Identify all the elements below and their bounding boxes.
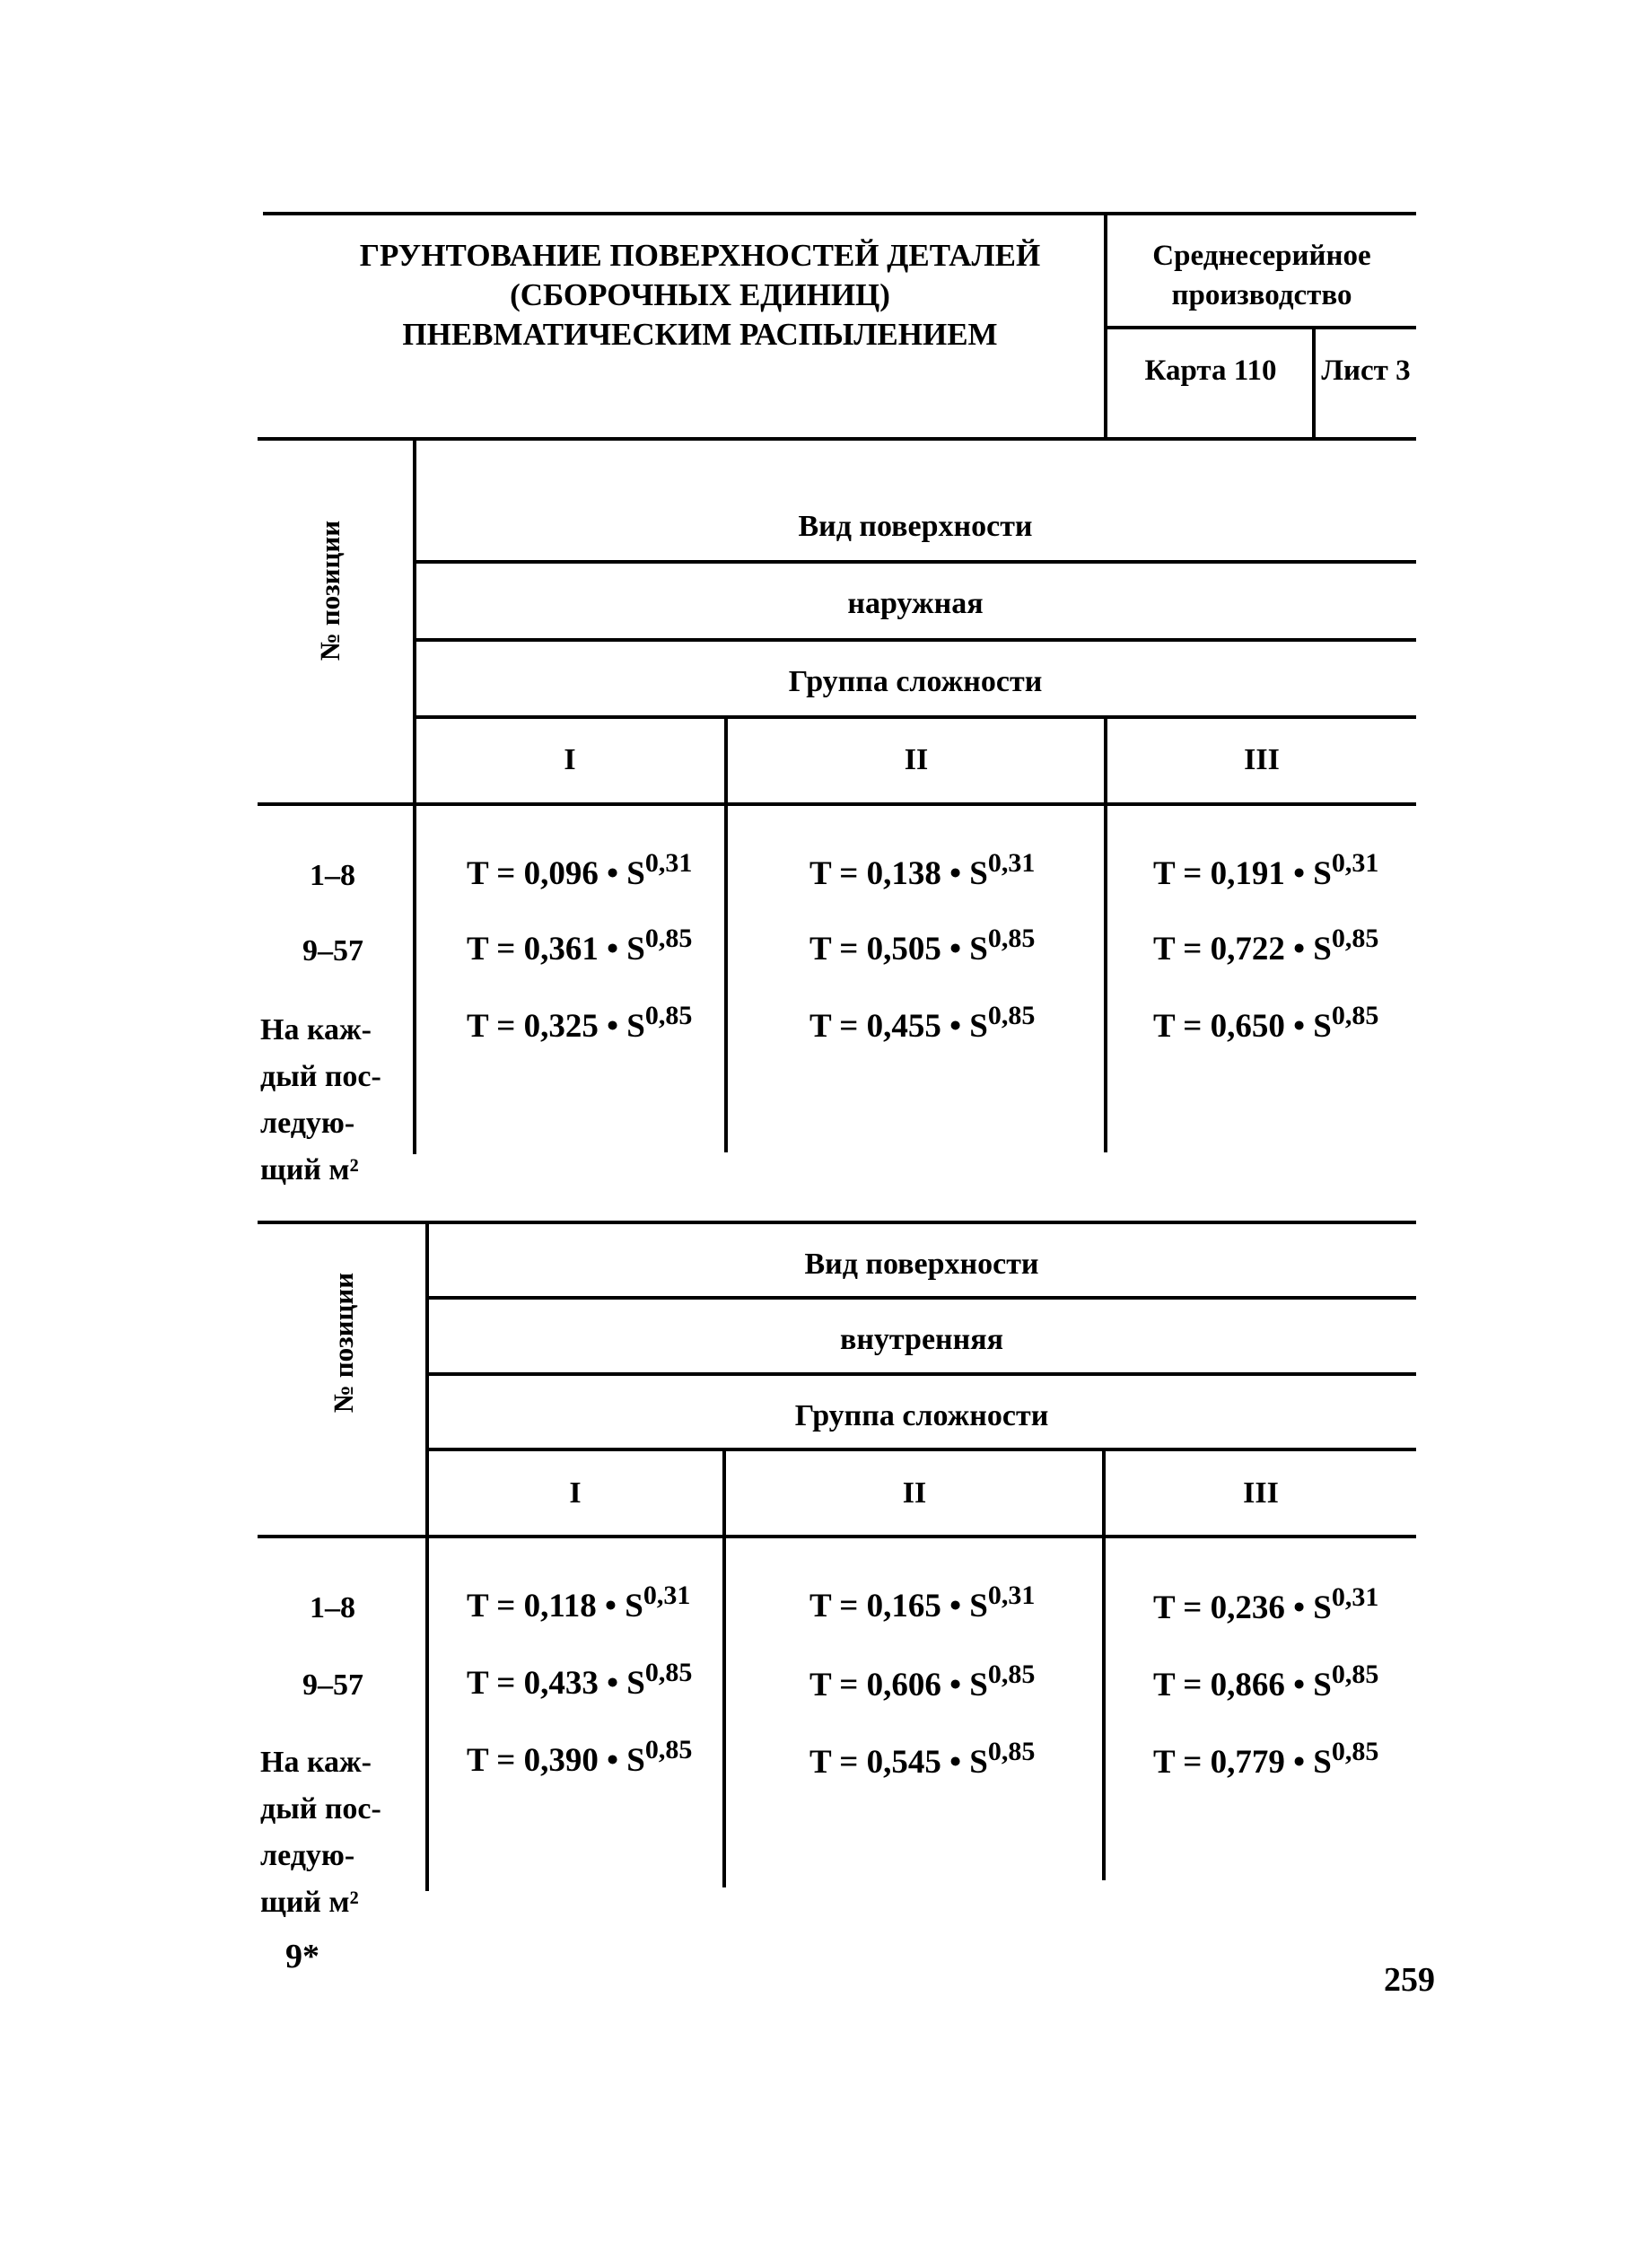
formula-exp: 0,31	[1331, 848, 1379, 878]
table2-col-divider-1	[722, 1449, 726, 1887]
formula-exp: 0,85	[644, 924, 693, 953]
production-type	[1107, 236, 1416, 315]
label-line: На каж-	[260, 1746, 372, 1779]
label-line: ледую-	[260, 1107, 355, 1140]
formula-exp: 0,85	[987, 1659, 1036, 1689]
formula-coef: T = 0,138 • S	[809, 855, 988, 892]
table1-formula-r2-c3	[1153, 924, 1379, 968]
production-line-1: Среднесерийное	[1152, 240, 1371, 272]
table1-formula-r3-c2	[809, 1001, 1036, 1046]
table2-formula-r1-c3	[1153, 1582, 1379, 1627]
table2-rule-4	[258, 1535, 1416, 1538]
table1-formula-r3-c1	[467, 1001, 693, 1046]
formula-exp: 0,85	[1331, 1659, 1379, 1689]
label-line: дый пос-	[260, 1792, 381, 1826]
formula-coef: T = 0,118 • S	[467, 1588, 643, 1624]
table2-row-label-3	[260, 1739, 381, 1926]
table1-rule-1	[415, 560, 1416, 564]
table2-group-header: Группа сложности	[794, 1399, 1049, 1432]
formula-coef: T = 0,325 • S	[467, 1008, 645, 1045]
formula-coef: T = 0,361 • S	[467, 931, 645, 968]
header-top-rule	[263, 212, 1416, 215]
formula-exp: 0,85	[644, 1735, 693, 1764]
table1-surface-header: Вид поверхности	[798, 510, 1033, 543]
formula-exp: 0,85	[987, 1001, 1036, 1030]
formula-coef: T = 0,390 • S	[467, 1742, 645, 1779]
table1-row-label-3	[260, 1007, 381, 1194]
formula-exp: 0,31	[644, 848, 693, 878]
table1-position-column-rule	[413, 439, 416, 1154]
page-number: 259	[1384, 1961, 1435, 1999]
formula-exp: 0,31	[643, 1581, 691, 1610]
formula-exp: 0,85	[987, 1737, 1036, 1766]
formula-exp: 0,31	[1331, 1582, 1379, 1612]
formula-exp: 0,85	[644, 1001, 693, 1030]
table2-formula-r3-c3	[1153, 1737, 1379, 1782]
formula-exp: 0,85	[1331, 1001, 1379, 1030]
table2-rule-1	[427, 1296, 1416, 1300]
table1-group-III: III	[1244, 743, 1280, 776]
header-bottom-rule	[258, 437, 1416, 441]
formula-coef: T = 0,606 • S	[809, 1667, 988, 1703]
formula-coef: T = 0,165 • S	[809, 1588, 988, 1624]
signature-mark: 9*	[285, 1938, 319, 1975]
table2-row-label-2: 9–57	[302, 1668, 363, 1702]
table1-formula-r1-c2	[809, 848, 1036, 893]
formula-coef: T = 0,722 • S	[1153, 931, 1332, 968]
table2-formula-r2-c3	[1153, 1659, 1379, 1704]
formula-coef: T = 0,096 • S	[467, 855, 645, 892]
formula-coef: T = 0,191 • S	[1153, 855, 1332, 892]
table2-group-III: III	[1243, 1476, 1279, 1510]
title-line-2: (СБОРОЧНЫХ ЕДИНИЦ)	[510, 277, 890, 312]
table2-rule-2	[427, 1372, 1416, 1376]
label-line: На каж-	[260, 1013, 372, 1046]
table1-col-divider-1	[724, 717, 728, 1152]
table1-formula-r1-c1	[467, 848, 693, 893]
table2-surface-header: Вид поверхности	[804, 1248, 1039, 1281]
formula-coef: T = 0,650 • S	[1153, 1008, 1332, 1045]
table1-position-header: № позиции	[314, 520, 346, 661]
table1-formula-r1-c3	[1153, 848, 1379, 893]
table1-group-header: Группа сложности	[788, 665, 1043, 698]
label-line: ледую-	[260, 1839, 355, 1872]
sheet-number: Лист 3	[1321, 355, 1411, 387]
table1-row-label-2: 9–57	[302, 934, 363, 968]
label-line: щий м²	[260, 1886, 359, 1919]
title-line-1: ГРУНТОВАНИЕ ПОВЕРХНОСТЕЙ ДЕТАЛЕЙ	[359, 238, 1041, 273]
table1-group-II: II	[904, 743, 929, 776]
formula-exp: 0,31	[987, 848, 1036, 878]
table1-surface-type: наружная	[847, 587, 984, 620]
formula-coef: T = 0,505 • S	[809, 931, 988, 968]
production-line-2: производство	[1171, 279, 1352, 311]
table1-formula-r2-c2	[809, 924, 1036, 968]
formula-exp: 0,85	[987, 924, 1036, 953]
table2-formula-r3-c1	[467, 1735, 693, 1780]
table2-group-I: I	[569, 1476, 582, 1510]
formula-coef: T = 0,236 • S	[1153, 1589, 1332, 1626]
table1-group-I: I	[564, 743, 576, 776]
table1-rule-3	[415, 715, 1416, 719]
label-line: щий м²	[260, 1153, 359, 1187]
label-line: дый пос-	[260, 1060, 381, 1093]
production-underline	[1106, 326, 1416, 329]
formula-coef: T = 0,455 • S	[809, 1008, 988, 1045]
table2-formula-r2-c2	[809, 1659, 1036, 1704]
formula-exp: 0,85	[1331, 924, 1379, 953]
formula-coef: T = 0,866 • S	[1153, 1667, 1332, 1703]
table1-col-divider-2	[1104, 717, 1107, 1152]
table2-col-divider-2	[1102, 1449, 1106, 1880]
table1-formula-r3-c3	[1153, 1001, 1379, 1046]
formula-coef: T = 0,545 • S	[809, 1744, 988, 1781]
formula-exp: 0,85	[644, 1658, 693, 1687]
table2-surface-type: внутренняя	[839, 1323, 1004, 1356]
table1-rule-2	[415, 638, 1416, 642]
formula-coef: T = 0,433 • S	[467, 1665, 645, 1702]
card-number: Карта 110	[1144, 355, 1277, 387]
table1-formula-r2-c1	[467, 924, 693, 968]
formula-exp: 0,31	[987, 1581, 1036, 1610]
table1-row-label-1: 1–8	[310, 859, 355, 892]
document-title	[341, 236, 1059, 355]
table2-group-II: II	[902, 1476, 927, 1510]
table2-row-label-1: 1–8	[310, 1591, 355, 1624]
formula-exp: 0,85	[1331, 1737, 1379, 1766]
table2-rule-3	[427, 1448, 1416, 1451]
formula-coef: T = 0,779 • S	[1153, 1744, 1332, 1781]
table1-rule-4	[258, 802, 1416, 806]
title-line-3: ПНЕВМАТИЧЕСКИМ РАСПЫЛЕНИЕМ	[402, 317, 998, 352]
table2-formula-r2-c1	[467, 1658, 693, 1703]
table2-position-header: № позиции	[328, 1272, 359, 1414]
table2-top-rule	[258, 1221, 1416, 1224]
table2-formula-r1-c1	[467, 1581, 691, 1625]
table2-formula-r3-c2	[809, 1737, 1036, 1782]
table2-formula-r1-c2	[809, 1581, 1036, 1625]
